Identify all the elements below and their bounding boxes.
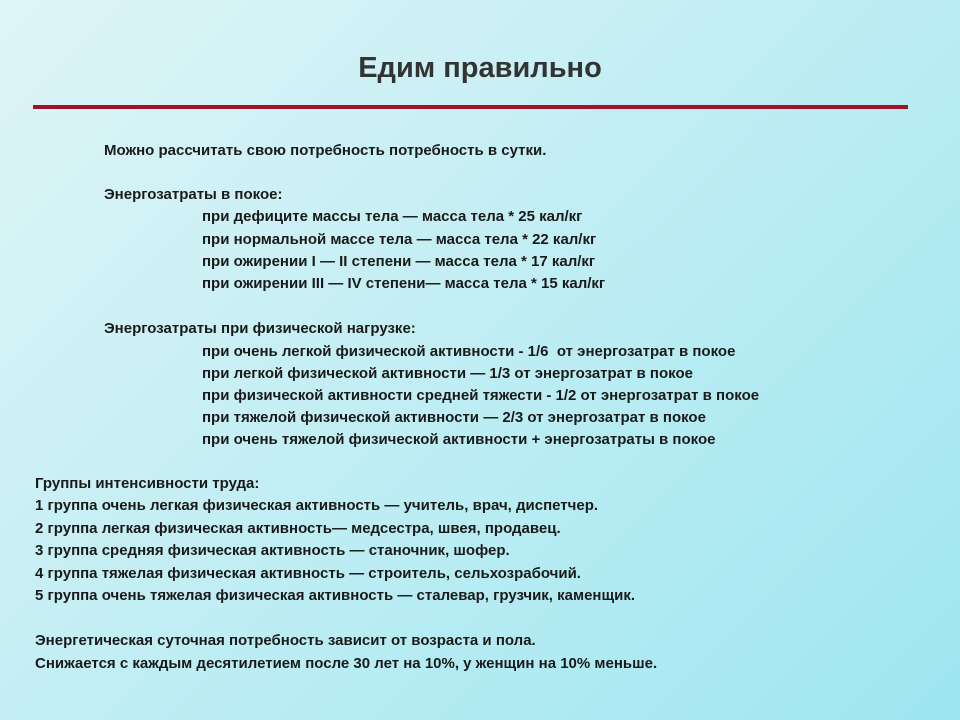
activity-item: при тяжелой физической активности — 2/3 от энергозатрат в покое bbox=[202, 409, 706, 426]
slide-title: Едим правильно bbox=[358, 52, 602, 84]
group-item: 4 группа тяжелая физическая активность — строитель, сельхозрабочий. bbox=[35, 565, 581, 582]
group-item: 3 группа средняя физическая активность — станочник, шофер. bbox=[35, 542, 510, 559]
rest-item: при дефиците массы тела — масса тела * 25 кал/кг bbox=[202, 208, 583, 225]
footer-line: Снижается с каждым десятилетием после 30 лет на 10%, у женщин на 10% меньше. bbox=[35, 655, 658, 672]
rest-heading: Энергозатраты в покое: bbox=[104, 186, 283, 203]
group-item: 1 группа очень легкая физическая активность — учитель, врач, диспетчер. bbox=[35, 497, 599, 514]
groups-heading: Группы интенсивности труда: bbox=[35, 475, 260, 492]
activity-item: при очень легкой физической активности - 1/6 от энергозатрат в покое bbox=[202, 343, 736, 360]
group-item: 5 группа очень тяжелая физическая активность — сталевар, грузчик, каменщик. bbox=[35, 587, 636, 604]
activity-item: при легкой физической активности — 1/3 от энергозатрат в покое bbox=[202, 365, 693, 382]
activity-heading: Энергозатраты при физической нагрузке: bbox=[104, 320, 416, 337]
footer-line: Энергетическая суточная потребность зависит от возраста и пола. bbox=[35, 632, 536, 649]
rest-item: при нормальной массе тела — масса тела * 22 кал/кг bbox=[202, 231, 597, 248]
intro-text: Можно рассчитать свою потребность потребность в сутки. bbox=[104, 142, 547, 159]
rest-item: при ожирении III — IV степени— масса тела * 15 кал/кг bbox=[202, 275, 606, 292]
activity-item: при физической активности средней тяжести - 1/2 от энергозатрат в покое bbox=[202, 387, 760, 404]
group-item: 2 группа легкая физическая активность— медсестра, швея, продавец. bbox=[35, 520, 561, 537]
activity-item: при очень тяжелой физической активности + энергозатраты в покое bbox=[202, 431, 716, 448]
rest-item: при ожирении I — II степени — масса тела * 17 кал/кг bbox=[202, 253, 596, 270]
